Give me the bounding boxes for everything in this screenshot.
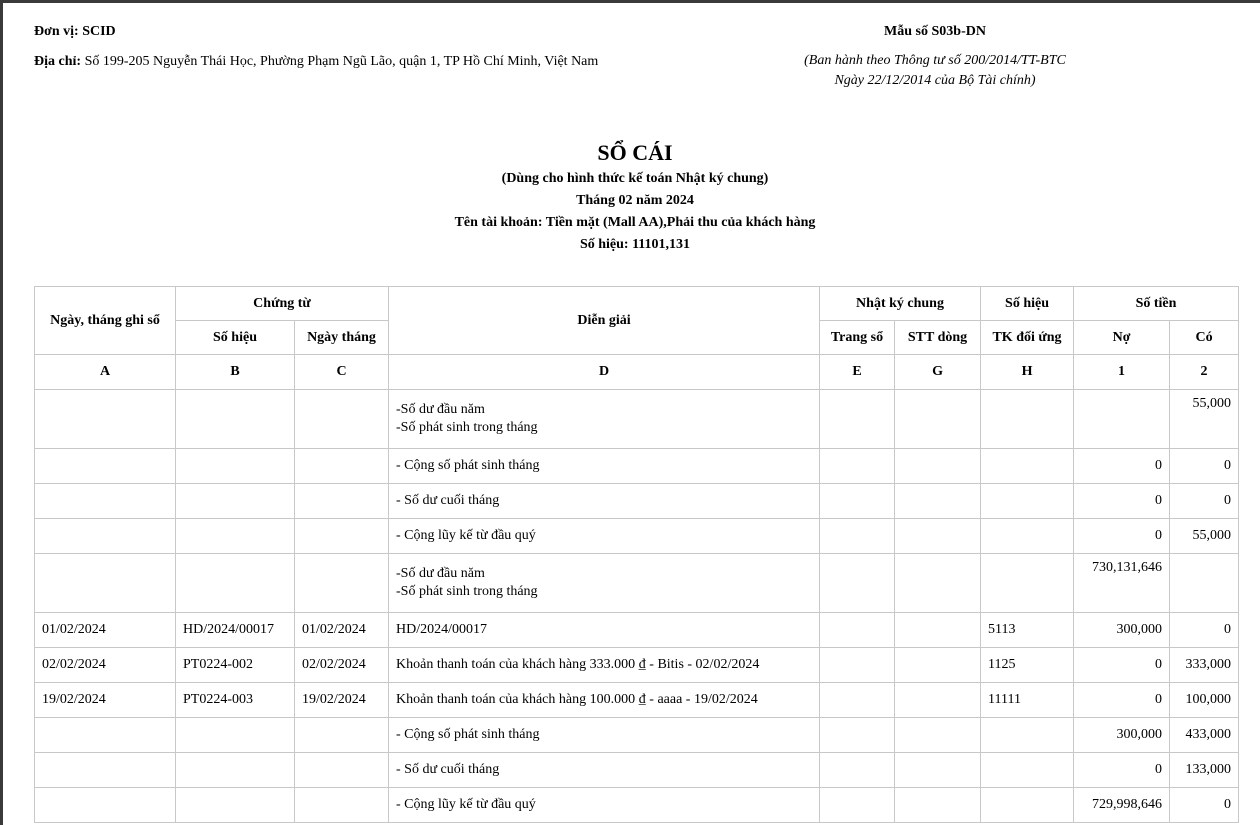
column-letter: E bbox=[820, 355, 895, 390]
header-date: Ngày, tháng ghi sổ bbox=[35, 287, 176, 355]
cell-voucher-no bbox=[176, 718, 295, 753]
column-letter: 2 bbox=[1170, 355, 1239, 390]
cell-voucher-date: 19/02/2024 bbox=[295, 683, 389, 718]
header-page: Trang sổ bbox=[820, 321, 895, 355]
cell-credit: 55,000 bbox=[1170, 519, 1239, 554]
table-row bbox=[35, 554, 1239, 613]
cell-description bbox=[389, 648, 820, 683]
cell-line bbox=[895, 788, 981, 823]
description-line: - Cộng số phát sinh tháng bbox=[396, 458, 540, 473]
cell-credit: 0 bbox=[1170, 484, 1239, 519]
header-journal: Nhật ký chung bbox=[820, 287, 981, 321]
cell-contra-account bbox=[981, 519, 1074, 554]
cell-credit: 0 bbox=[1170, 788, 1239, 823]
form-issued-line-1: (Ban hành theo Thông tư số 200/2014/TT-BTC bbox=[804, 53, 1066, 68]
table-row bbox=[35, 648, 1239, 683]
description-line: - Cộng lũy kế từ đầu quý bbox=[396, 797, 536, 812]
cell-description bbox=[389, 683, 820, 718]
header-voucher: Chứng từ bbox=[176, 287, 389, 321]
column-letter: G bbox=[895, 355, 981, 390]
cell-date bbox=[35, 753, 176, 788]
cell-contra-account bbox=[981, 753, 1074, 788]
cell-date: 01/02/2024 bbox=[35, 613, 176, 648]
header-voucher-no: Số hiệu bbox=[176, 321, 295, 355]
column-letter: H bbox=[981, 355, 1074, 390]
description-line: HD/2024/00017 bbox=[396, 622, 487, 637]
cell-voucher-date: 02/02/2024 bbox=[295, 648, 389, 683]
cell-credit: 100,000 bbox=[1170, 683, 1239, 718]
cell-line bbox=[895, 718, 981, 753]
ledger-title: SỔ CÁI bbox=[597, 140, 673, 165]
cell-description bbox=[389, 753, 820, 788]
form-info bbox=[760, 22, 1110, 91]
cell-line bbox=[895, 449, 981, 484]
unit-line bbox=[34, 22, 634, 41]
cell-line bbox=[895, 390, 981, 449]
cell-voucher-no bbox=[176, 554, 295, 613]
column-letter: A bbox=[35, 355, 176, 390]
cell-page bbox=[820, 390, 895, 449]
description-line: Khoản thanh toán của khách hàng 100.000 ₫ - aaaa - 19/02/2024 bbox=[396, 692, 758, 707]
unit-value: SCID bbox=[82, 24, 116, 39]
cell-date bbox=[35, 390, 176, 449]
ledger-title-block bbox=[0, 138, 1260, 256]
cell-credit: 0 bbox=[1170, 613, 1239, 648]
description-line: - Số dư cuối tháng bbox=[396, 493, 500, 508]
column-letter: 1 bbox=[1074, 355, 1170, 390]
company-info bbox=[34, 22, 634, 71]
description-line: -Số phát sinh trong tháng bbox=[396, 420, 538, 435]
cell-credit bbox=[1170, 554, 1239, 613]
cell-line bbox=[895, 613, 981, 648]
cell-date bbox=[35, 519, 176, 554]
column-letter: D bbox=[389, 355, 820, 390]
cell-contra-account bbox=[981, 484, 1074, 519]
cell-voucher-date bbox=[295, 788, 389, 823]
cell-line bbox=[895, 554, 981, 613]
cell-contra-account bbox=[981, 449, 1074, 484]
cell-debit: 0 bbox=[1074, 484, 1170, 519]
header-account-no: Số hiệu bbox=[981, 287, 1074, 321]
cell-contra-account bbox=[981, 554, 1074, 613]
cell-voucher-date bbox=[295, 484, 389, 519]
cell-voucher-no bbox=[176, 788, 295, 823]
cell-date bbox=[35, 718, 176, 753]
cell-debit: 730,131,646 bbox=[1074, 554, 1170, 613]
table-row bbox=[35, 449, 1239, 484]
cell-page bbox=[820, 788, 895, 823]
cell-page bbox=[820, 648, 895, 683]
table-row bbox=[35, 683, 1239, 718]
cell-line bbox=[895, 683, 981, 718]
description-line: - Số dư cuối tháng bbox=[396, 762, 500, 777]
cell-voucher-no bbox=[176, 449, 295, 484]
cell-voucher-date bbox=[295, 390, 389, 449]
cell-debit: 0 bbox=[1074, 753, 1170, 788]
cell-credit: 133,000 bbox=[1170, 753, 1239, 788]
cell-description bbox=[389, 390, 820, 449]
table-row bbox=[35, 788, 1239, 823]
address-value: Số 199-205 Nguyễn Thái Học, Phường Phạm Ngũ Lão, quận 1, TP Hồ Chí Minh, Việt Nam bbox=[84, 54, 599, 69]
table-row bbox=[35, 613, 1239, 648]
address-line bbox=[34, 52, 634, 71]
cell-page bbox=[820, 519, 895, 554]
cell-voucher-no bbox=[176, 753, 295, 788]
cell-debit: 0 bbox=[1074, 683, 1170, 718]
cell-credit: 55,000 bbox=[1170, 390, 1239, 449]
cell-description bbox=[389, 554, 820, 613]
cell-description bbox=[389, 788, 820, 823]
cell-debit bbox=[1074, 390, 1170, 449]
table-row bbox=[35, 519, 1239, 554]
header-voucher-date: Ngày tháng bbox=[295, 321, 389, 355]
header-row-1 bbox=[35, 287, 1239, 321]
cell-line bbox=[895, 484, 981, 519]
form-number: Mẫu số S03b-DN bbox=[884, 24, 986, 39]
cell-voucher-no: PT0224-002 bbox=[176, 648, 295, 683]
cell-description bbox=[389, 484, 820, 519]
unit-label: Đơn vị: bbox=[34, 24, 79, 39]
cell-voucher-date: 01/02/2024 bbox=[295, 613, 389, 648]
cell-date: 02/02/2024 bbox=[35, 648, 176, 683]
cell-page bbox=[820, 449, 895, 484]
account-number: Số hiệu: 11101,131 bbox=[579, 237, 691, 252]
description-line: - Cộng số phát sinh tháng bbox=[396, 727, 540, 742]
ledger-subtitle: (Dùng cho hình thức kế toán Nhật ký chung) bbox=[501, 171, 769, 186]
cell-description bbox=[389, 449, 820, 484]
cell-page bbox=[820, 683, 895, 718]
cell-debit: 729,998,646 bbox=[1074, 788, 1170, 823]
cell-debit: 0 bbox=[1074, 449, 1170, 484]
cell-page bbox=[820, 718, 895, 753]
cell-date bbox=[35, 788, 176, 823]
cell-voucher-date bbox=[295, 519, 389, 554]
cell-voucher-no bbox=[176, 519, 295, 554]
form-issued-line-2: Ngày 22/12/2014 của Bộ Tài chính) bbox=[834, 73, 1036, 88]
cell-debit: 300,000 bbox=[1074, 718, 1170, 753]
cell-credit: 433,000 bbox=[1170, 718, 1239, 753]
cell-line bbox=[895, 519, 981, 554]
ledger-period: Tháng 02 năm 2024 bbox=[576, 193, 694, 208]
table-row bbox=[35, 484, 1239, 519]
cell-description bbox=[389, 718, 820, 753]
column-letter: B bbox=[176, 355, 295, 390]
table-row bbox=[35, 753, 1239, 788]
description-line: -Số phát sinh trong tháng bbox=[396, 584, 538, 599]
header-contra: TK đối ứng bbox=[981, 321, 1074, 355]
cell-voucher-date bbox=[295, 554, 389, 613]
ledger-table bbox=[34, 286, 1239, 823]
column-letter: C bbox=[295, 355, 389, 390]
table-row bbox=[35, 718, 1239, 753]
header-amount: Số tiền bbox=[1074, 287, 1239, 321]
address-label: Địa chỉ: bbox=[34, 54, 82, 69]
cell-contra-account bbox=[981, 718, 1074, 753]
cell-voucher-no bbox=[176, 390, 295, 449]
cell-date bbox=[35, 554, 176, 613]
cell-voucher-date bbox=[295, 718, 389, 753]
cell-description bbox=[389, 519, 820, 554]
cell-contra-account: 1125 bbox=[981, 648, 1074, 683]
header-debit: Nợ bbox=[1074, 321, 1170, 355]
cell-line bbox=[895, 648, 981, 683]
cell-date bbox=[35, 449, 176, 484]
cell-voucher-date bbox=[295, 753, 389, 788]
description-line: -Số dư đầu năm bbox=[396, 402, 485, 417]
column-letter-row bbox=[35, 355, 1239, 390]
cell-contra-account bbox=[981, 390, 1074, 449]
table-row bbox=[35, 390, 1239, 449]
cell-page bbox=[820, 484, 895, 519]
cell-page bbox=[820, 753, 895, 788]
cell-voucher-no: PT0224-003 bbox=[176, 683, 295, 718]
cell-contra-account: 5113 bbox=[981, 613, 1074, 648]
cell-credit: 333,000 bbox=[1170, 648, 1239, 683]
cell-page bbox=[820, 613, 895, 648]
ledger-body bbox=[35, 355, 1239, 823]
cell-voucher-no bbox=[176, 484, 295, 519]
description-line: - Cộng lũy kế từ đầu quý bbox=[396, 528, 536, 543]
cell-contra-account bbox=[981, 788, 1074, 823]
cell-contra-account: 11111 bbox=[981, 683, 1074, 718]
header-credit: Có bbox=[1170, 321, 1239, 355]
header-description: Diễn giải bbox=[389, 287, 820, 355]
cell-debit: 0 bbox=[1074, 519, 1170, 554]
cell-date bbox=[35, 484, 176, 519]
cell-line bbox=[895, 753, 981, 788]
cell-description bbox=[389, 613, 820, 648]
cell-page bbox=[820, 554, 895, 613]
cell-credit: 0 bbox=[1170, 449, 1239, 484]
cell-voucher-date bbox=[295, 449, 389, 484]
cell-debit: 300,000 bbox=[1074, 613, 1170, 648]
cell-voucher-no: HD/2024/00017 bbox=[176, 613, 295, 648]
header-line: STT dòng bbox=[895, 321, 981, 355]
cell-date: 19/02/2024 bbox=[35, 683, 176, 718]
cell-debit: 0 bbox=[1074, 648, 1170, 683]
description-line: -Số dư đầu năm bbox=[396, 566, 485, 581]
account-name: Tên tài khoản: Tiền mặt (Mall AA),Phải thu của khách hàng bbox=[454, 215, 816, 230]
description-line: Khoản thanh toán của khách hàng 333.000 ₫ - Bitis - 02/02/2024 bbox=[396, 657, 760, 672]
